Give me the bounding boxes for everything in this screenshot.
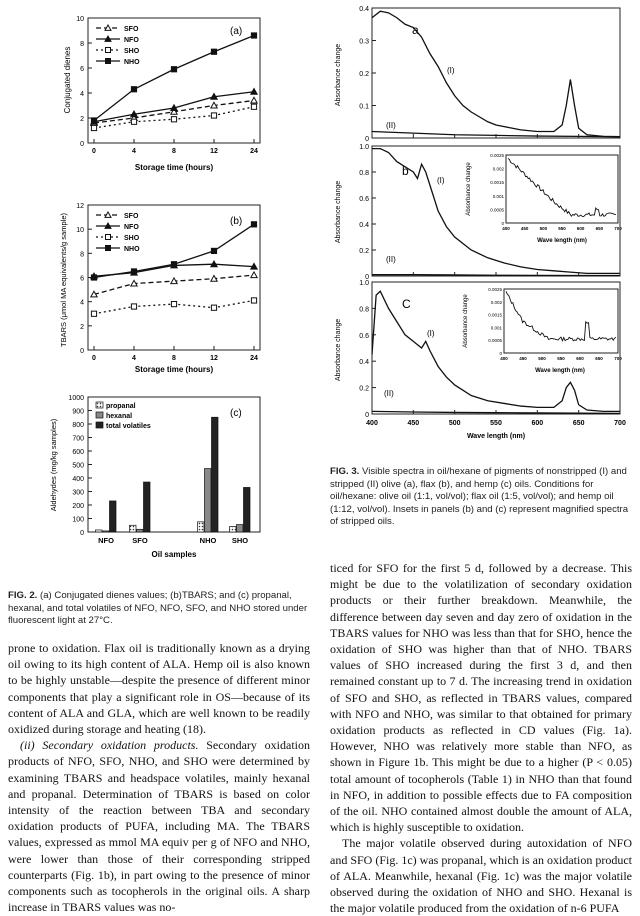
x-tick-label: 4	[132, 355, 136, 362]
y-tick-label: 6	[80, 275, 84, 283]
right-column-text	[330, 560, 632, 916]
f3b-inset	[466, 153, 622, 244]
inset-y-tick-label: 0	[501, 221, 504, 226]
legend-entry: NFO	[124, 224, 139, 231]
f3c-inset-xlabel: Wave length (nm)	[535, 368, 585, 374]
f3c-inset-ylabel: Absorbance change	[463, 294, 469, 348]
point-sho	[171, 301, 176, 306]
y-tick-label: 0.4	[359, 359, 369, 367]
fig2-caption-text: (a) Conjugated dienes values; (b)TBARS; and (c) propanal, hexanal, and total volatiles of NFO, NFO, SFO, and NHO stored under fluorescent light at 27°C.	[8, 590, 308, 627]
inset-y-tick-label: 0.0025	[490, 153, 504, 158]
f3b-ylabel: Absorbance change	[335, 180, 342, 244]
y-tick-label: 900	[72, 408, 84, 416]
y-tick-label: 300	[72, 489, 84, 497]
inset-y-tick-label: 0.0015	[488, 312, 502, 318]
legend-swatch	[96, 402, 103, 408]
point-nho	[131, 87, 136, 92]
x-tick-label: 700	[614, 420, 626, 427]
y-tick-label: 0.8	[359, 170, 369, 177]
panel-a-ylabel: Conjugated dienes	[63, 46, 72, 114]
y-tick-label: 12	[76, 203, 84, 210]
y-tick-label: 0.2	[359, 71, 369, 78]
left-column-text	[8, 640, 310, 915]
panel-c-ylabel: Aldehydes (mg/kg samples)	[49, 418, 58, 512]
f3c-curve1-label: (I)	[427, 329, 435, 338]
y-tick-label: 0.6	[359, 196, 369, 203]
point-sfo	[251, 97, 257, 103]
point-nho	[251, 33, 256, 38]
bar-hexanal	[103, 531, 110, 532]
inset-x-tick-label: 650	[595, 356, 603, 361]
category-label: NFO	[98, 536, 114, 545]
y-tick-label: 0.6	[359, 332, 369, 340]
left-paragraph-2	[8, 737, 310, 915]
fig3-caption	[330, 466, 635, 529]
inset-y-tick-label: 0.0015	[490, 180, 504, 186]
y-tick-label: 2	[80, 323, 84, 331]
fig2-panel-b	[59, 203, 260, 374]
category-label: NHO	[199, 536, 217, 545]
f3b-curve2-label: (II)	[386, 255, 396, 264]
y-tick-label: 8	[80, 41, 84, 48]
legend-entry: total volatiles	[106, 423, 151, 430]
y-tick-label: 10	[76, 16, 84, 23]
inset-y-tick-label: 0.002	[490, 299, 502, 305]
y-tick-label: 400	[72, 476, 84, 483]
fig2-caption	[8, 590, 313, 628]
y-tick-label: 0.4	[359, 222, 369, 229]
bar-propanal	[96, 530, 103, 532]
y-tick-label: 700	[72, 435, 84, 443]
legend-entry: NFO	[124, 37, 139, 44]
point-sho	[251, 104, 256, 109]
series-line-nho	[94, 224, 254, 277]
x-tick-label: 4	[132, 148, 136, 155]
legend-entry: SFO	[124, 26, 139, 33]
y-tick-label: 6	[80, 66, 84, 73]
f3a-ylabel: Absorbance change	[335, 43, 342, 107]
f3b-inset-xlabel: Wave length (nm)	[537, 238, 587, 244]
f3c-label: C	[402, 297, 411, 311]
point-nho	[211, 49, 216, 54]
y-tick-label: 0.2	[359, 248, 369, 255]
legend-entry: propanal	[106, 403, 136, 410]
inset-x-tick-label: 400	[502, 226, 510, 231]
section-heading-secondary-oxidation: (ii) Secondary oxidation products.	[20, 738, 199, 753]
right-paragraph-1: ticed for SFO for the first 5 d, followed by a decrease. This might be due to the volatilization of secondary oxidation products or their further breakdown. Meanwhile, the difference between day seven and day zero of oxidation in the TBARS values for NHO was less than that for SHO, hence the oxidation of SHO was higher than that of NHO. TBARS values of SHO increased during the first 3 d, and then remained constant up to 7 d. The increasing trend in oxidation of SFO and SHO, as reflected in TBARS values, compared with NFO and NHO, was similar to that obtained for primary oxidation products as reflected in CD values (Fig. 1a). However, NHO was relatively more stable than NFO, as shown in Figure 1b. This might be due to a higher (P < 0.05) total amount of tocopherols (Table 1) in NHO than that found in NFO, in addition to possible effects due to FA composition of the oil. NHO contained almost double the amount of ALA, which is highly susceptible to oxidation.	[330, 561, 632, 835]
fig3-caption-text: Visible spectra in oil/hexane of pigments of nonstripped (I) and stripped (II) olive (a), flax (b), and hemp (c) oils. Conditions for oil/hexane: olive oil (1:1, vol/vol); flax oil (1:5, vol/vol); and hemp oil (1:12, vol/vol). Insets in panels (b) and (c) represent magnified spectra of stripped oils.	[330, 466, 629, 528]
f3b-inset-ylabel: Absorbance change	[466, 162, 472, 216]
y-tick-label: 0.2	[359, 385, 369, 393]
y-tick-label: 500	[72, 462, 84, 470]
f3a-frame	[372, 8, 620, 138]
point-nho	[211, 248, 216, 253]
y-tick-label: 200	[72, 503, 84, 510]
y-tick-label: 4	[80, 91, 84, 98]
inset-y-tick-label: 0.0005	[490, 207, 504, 213]
point-sho	[171, 117, 176, 122]
category-label: SHO	[231, 536, 249, 545]
x-tick-label: 400	[366, 420, 378, 427]
bar-hexanal	[137, 529, 144, 532]
y-tick-label: 0	[80, 141, 84, 148]
point-nho	[91, 118, 96, 123]
x-tick-label: 8	[172, 355, 176, 362]
figure-3	[320, 0, 640, 462]
inset-x-tick-label: 650	[595, 226, 604, 231]
x-tick-label: 0	[92, 355, 96, 362]
point-nho	[251, 222, 256, 227]
category-label: SFO	[132, 536, 148, 545]
y-tick-label: 1.0	[359, 144, 369, 151]
legend-entry: SFO	[124, 213, 139, 220]
inset-y-tick-label: 0.001	[492, 193, 504, 199]
inset-y-tick-label: 0.002	[492, 166, 504, 172]
point-sho	[251, 298, 256, 303]
point-sho	[131, 119, 136, 124]
f3b-curve1-label: (I)	[437, 176, 445, 185]
point-nho	[131, 269, 136, 274]
x-tick-label: 600	[531, 420, 544, 427]
inset-x-tick-label: 700	[614, 226, 622, 231]
fig3-caption-label: FIG. 3.	[330, 466, 360, 477]
f3a-curve2-label: (II)	[386, 121, 396, 130]
y-tick-label: 0.3	[359, 38, 369, 46]
bar-propanal	[230, 527, 237, 532]
legend-marker	[106, 59, 111, 64]
x-tick-label: 550	[490, 420, 502, 427]
left-paragraph-2-text: Secondary oxidation products of NFO, SFO, NHO, and SHO were determined by examining TBARS and headspace volatiles, mainly hexanal and propanal. Determination of TBARS is based on color intensity of the reaction between TBA and secondary oxidation products of PUFA, including MA. The TBARS values, expressed as mmol MA equiv per g of NFO and NHO, were lower than those of their corresponding stripped counterparts (Fig. 1b), in part owing to the presence of minor components such as tocopherols in the original oils. A sharp increase in TBARS values was no-	[8, 738, 310, 915]
bar-propanal	[130, 525, 137, 532]
panel-c-xlabel: Oil samples	[151, 550, 197, 559]
y-tick-label: 0	[365, 136, 369, 143]
point-sho	[91, 125, 96, 130]
f3-xlabel: Wave length (nm)	[466, 433, 526, 440]
inset-x-tick-label: 550	[558, 226, 566, 231]
fig2-panel-a	[63, 16, 260, 172]
legend-marker	[106, 235, 111, 240]
inset-x-tick-label: 600	[576, 226, 585, 231]
y-tick-label: 4	[80, 299, 84, 307]
legend-swatch	[96, 422, 103, 428]
y-tick-label: 0.1	[359, 103, 369, 111]
y-tick-label: 1000	[68, 395, 84, 402]
f3c-inset-frame	[504, 289, 618, 353]
y-tick-label: 100	[72, 516, 84, 524]
f3c-inset	[463, 287, 622, 374]
legend-marker	[106, 246, 111, 251]
f3c-ylabel: Absorbance change	[335, 318, 342, 382]
y-tick-label: 8	[80, 251, 84, 259]
x-tick-label: 12	[210, 355, 218, 362]
f3a-curve1-label: (I)	[447, 66, 455, 75]
y-tick-label: 0	[365, 412, 369, 419]
inset-x-tick-label: 450	[520, 226, 529, 231]
point-sho	[91, 311, 96, 316]
inset-x-tick-label: 400	[500, 356, 508, 361]
inset-x-tick-label: 450	[519, 356, 527, 361]
f3b-label: b	[402, 164, 409, 178]
fig3-panel-b	[335, 144, 622, 281]
point-sfo	[251, 272, 257, 278]
x-tick-label: 450	[407, 420, 420, 427]
legend-entry: NHO	[124, 246, 140, 253]
y-tick-label: 0	[365, 274, 369, 281]
y-tick-label: 0	[80, 348, 84, 355]
fig2-panel-c	[49, 395, 260, 559]
spectrum-nonstripped	[372, 11, 620, 136]
bar-hexanal	[205, 469, 212, 532]
y-tick-label: 2	[80, 116, 84, 123]
right-paragraph-2: The major volatile observed during autoxidation of NFO and SFO (Fig. 1c) was propanal, which is an oxidation product of ALA. Meanwhile, hexanal (Fig. 1c) was the major volatile observed during the oxidation of NHO and SHO. Hexanal is the major volatile produced from the oxidation of n-6 PUFA	[330, 836, 632, 916]
point-nho	[91, 275, 96, 280]
x-tick-label: 12	[210, 148, 218, 155]
panel-c-label: (c)	[230, 408, 242, 419]
y-tick-label: 10	[76, 227, 84, 235]
point-sho	[131, 304, 136, 309]
x-tick-label: 24	[250, 148, 258, 155]
bar-propanal	[198, 522, 205, 532]
point-sho	[211, 113, 216, 118]
panel-c-legend	[96, 402, 151, 430]
y-tick-label: 600	[72, 449, 84, 456]
inset-x-tick-label: 700	[614, 356, 622, 361]
bar-total-volatiles	[110, 501, 117, 532]
inset-y-tick-label: 0	[499, 351, 502, 356]
panel-a-xlabel: Storage time (hours)	[134, 163, 214, 172]
legend-entry: NHO	[124, 59, 140, 66]
point-sho	[211, 305, 216, 310]
inset-y-tick-label: 0.0025	[488, 287, 502, 292]
panel-a-label: (a)	[230, 26, 243, 37]
panel-b-ylabel: TBARS (μmol MA equivalents/g sample)	[59, 213, 68, 347]
legend-entry: hexanal	[106, 413, 133, 420]
x-tick-label: 650	[572, 420, 585, 427]
f3a-label: a	[412, 23, 419, 37]
inset-x-tick-label: 500	[538, 356, 546, 361]
bar-total-volatiles	[212, 417, 219, 532]
bar-hexanal	[237, 525, 244, 532]
inset-x-tick-label: 600	[576, 356, 584, 361]
x-tick-label: 8	[172, 148, 176, 155]
y-tick-label: 0.4	[359, 6, 369, 13]
legend-entry: SHO	[124, 235, 140, 242]
legend-marker	[106, 48, 111, 53]
figure-2	[0, 0, 320, 596]
legend-entry: SHO	[124, 48, 140, 55]
x-tick-label: 24	[250, 355, 258, 362]
x-tick-label: 500	[448, 420, 461, 427]
legend-swatch	[96, 412, 103, 418]
inset-x-tick-label: 500	[539, 226, 548, 231]
bar-total-volatiles	[144, 482, 151, 532]
point-nho	[171, 67, 176, 72]
f3c-curve2-label: (II)	[384, 389, 394, 398]
panel-b-label: (b)	[230, 216, 243, 227]
panel-a-legend	[96, 25, 140, 66]
left-paragraph-1: prone to oxidation. Flax oil is traditionally known as a drying oil owing to its high content of ALA. Hemp oil is also known to be highly unstable—despite the presence of different minor components that play a significant role in OS—because of its content of ALA and GLA, which are well known to be readily oxidized during storage and heating (18).	[8, 641, 310, 737]
y-tick-label: 800	[72, 422, 84, 429]
panel-b-xlabel: Storage time (hours)	[134, 365, 214, 374]
fig3-panel-a	[335, 6, 620, 143]
panel-b-legend	[96, 212, 140, 253]
f3b-inset-frame	[506, 155, 618, 223]
y-tick-label: 1.0	[359, 280, 369, 287]
inset-x-tick-label: 550	[557, 356, 565, 361]
point-nho	[171, 262, 176, 267]
bar-total-volatiles	[244, 487, 251, 532]
inset-y-tick-label: 0.0005	[488, 338, 502, 344]
y-tick-label: 0.8	[359, 306, 369, 314]
inset-y-tick-label: 0.001	[490, 325, 502, 331]
y-tick-label: 0	[80, 530, 84, 537]
x-tick-label: 0	[92, 148, 96, 155]
fig2-caption-label: FIG. 2.	[8, 590, 38, 601]
